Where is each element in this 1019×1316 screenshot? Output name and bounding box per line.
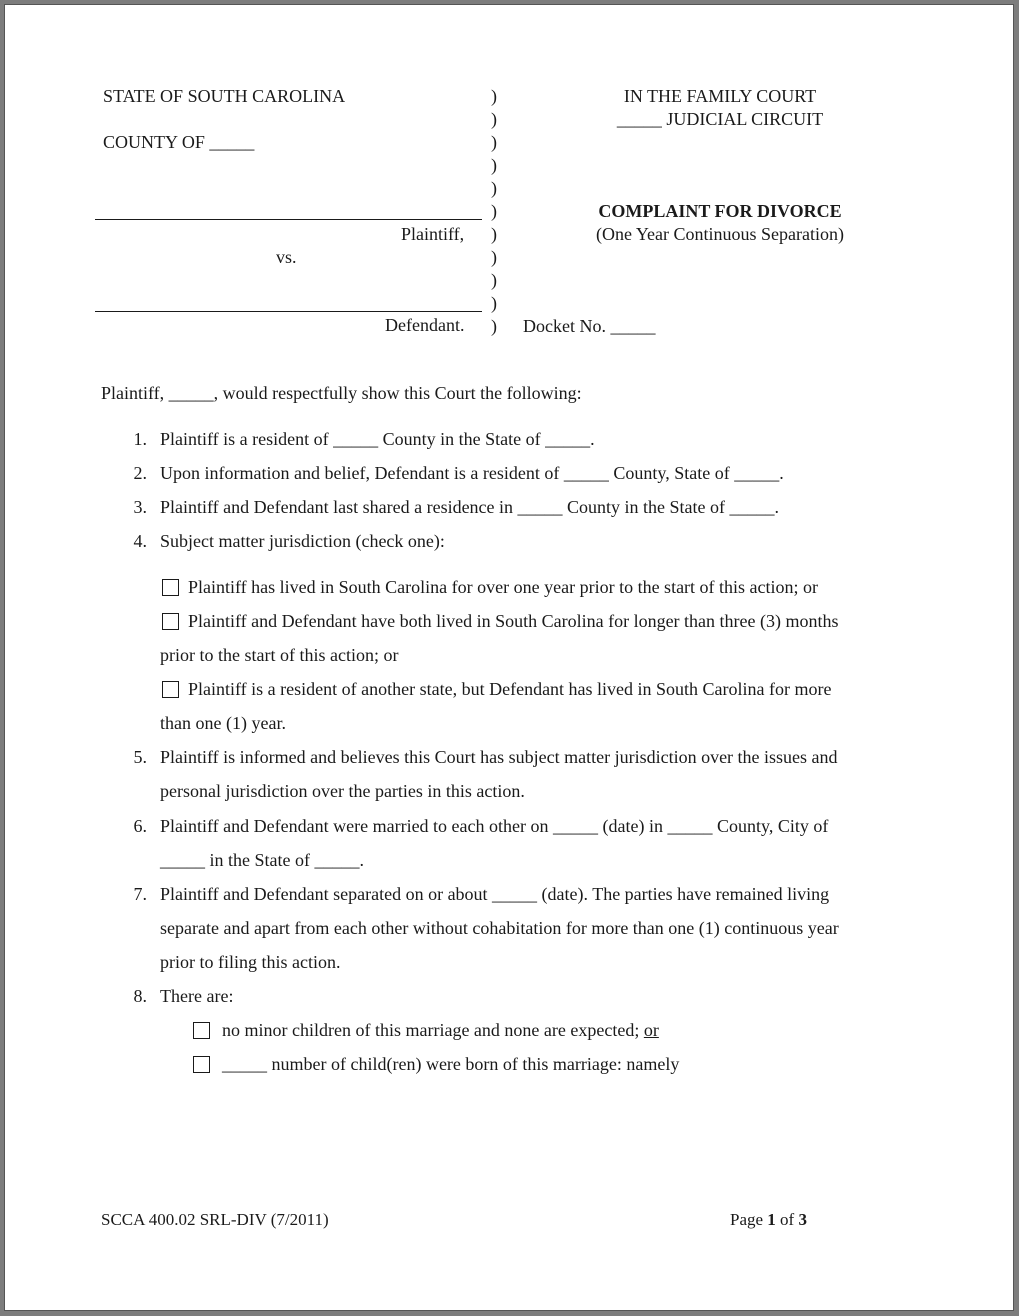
caption-paren: ) (491, 201, 497, 221)
jurisdiction-option-b-label: Plaintiff and Defendant have both lived in South Carolina for longer than three (3) months (188, 611, 839, 631)
children-born-checkbox[interactable] (193, 1056, 210, 1073)
state-heading: STATE OF SOUTH CAROLINA (103, 86, 346, 106)
caption-paren: ) (491, 109, 497, 129)
item-number: 8. (133, 986, 147, 1006)
plaintiff-label: Plaintiff, (401, 224, 465, 244)
document-subtitle: (One Year Continuous Separation) (596, 224, 844, 244)
court-heading: IN THE FAMILY COURT (623, 86, 817, 106)
item-number: 7. (133, 884, 147, 904)
caption-paren: ) (491, 293, 497, 313)
caption-paren: ) (491, 86, 497, 106)
no-minor-children-label: no minor children of this marriage and none are expected; or (222, 1020, 659, 1040)
jurisdiction-option-b-label-cont: prior to the start of this action; or (160, 645, 399, 665)
item-1-text: Plaintiff is a resident of _____ County in the State of _____. (160, 429, 595, 449)
jurisdiction-option-a-checkbox[interactable] (162, 579, 179, 596)
item-6-text: Plaintiff and Defendant were married to each other on _____ (date) in _____ County, City of (160, 816, 829, 836)
versus-label: vs. (276, 247, 297, 267)
item-3-text: Plaintiff and Defendant last shared a residence in _____ County in the State of _____. (160, 497, 780, 517)
plaintiff-name-line (95, 219, 482, 220)
item-number: 5. (133, 747, 147, 767)
jurisdiction-option-a-label: Plaintiff has lived in South Carolina for over one year prior to the start of this action; or (188, 577, 819, 597)
jurisdiction-option-b-checkbox[interactable] (162, 613, 179, 630)
item-number: 4. (133, 531, 147, 551)
intro-paragraph: Plaintiff, _____, would respectfully show this Court the following: (101, 383, 582, 403)
item-number: 6. (133, 816, 147, 836)
page-indicator: Page 1 of 3 (730, 1210, 807, 1229)
defendant-name-line (95, 311, 482, 312)
item-5-text-cont: personal jurisdiction over the parties in this action. (160, 781, 525, 801)
item-7-text-cont: separate and apart from each other without cohabitation for more than one (1) continuous year (160, 918, 839, 938)
caption-paren: ) (491, 247, 497, 267)
item-7-text: Plaintiff and Defendant separated on or about _____ (date). The parties have remained living (160, 884, 830, 904)
item-5-text: Plaintiff is informed and believes this Court has subject matter jurisdiction over the issues and (160, 747, 838, 767)
document-title: COMPLAINT FOR DIVORCE (598, 201, 842, 221)
item-8-text: There are: (160, 986, 234, 1006)
or-emphasis: or (643, 1020, 659, 1040)
children-born-label: _____ number of child(ren) were born of this marriage: namely (222, 1054, 680, 1074)
item-4-text: Subject matter jurisdiction (check one): (160, 531, 445, 551)
docket-number: Docket No. _____ (523, 316, 656, 336)
document-page (4, 4, 1014, 1311)
jurisdiction-option-c-checkbox[interactable] (162, 681, 179, 698)
caption-paren: ) (491, 224, 497, 244)
jurisdiction-option-c-label: Plaintiff is a resident of another state, but Defendant has lived in South Carolina for more (188, 679, 832, 699)
item-2-text: Upon information and belief, Defendant is a resident of _____ County, State of _____. (160, 463, 784, 483)
county-heading: COUNTY OF _____ (103, 132, 255, 152)
item-6-text-cont: _____ in the State of _____. (160, 850, 364, 870)
caption-paren: ) (491, 316, 497, 336)
item-number: 3. (133, 497, 147, 517)
jurisdiction-option-c-label-cont: than one (1) year. (160, 713, 286, 733)
item-number: 2. (133, 463, 147, 483)
no-minor-children-checkbox[interactable] (193, 1022, 210, 1039)
caption-paren: ) (491, 270, 497, 290)
caption-paren: ) (491, 178, 497, 198)
defendant-label: Defendant. (385, 315, 465, 335)
item-number: 1. (133, 429, 147, 449)
item-7-text-cont: prior to filing this action. (160, 952, 341, 972)
caption-paren: ) (491, 155, 497, 175)
caption-paren: ) (491, 132, 497, 152)
form-identifier: SCCA 400.02 SRL-DIV (7/2011) (101, 1210, 329, 1229)
circuit-heading: _____ JUDICIAL CIRCUIT (616, 109, 824, 129)
